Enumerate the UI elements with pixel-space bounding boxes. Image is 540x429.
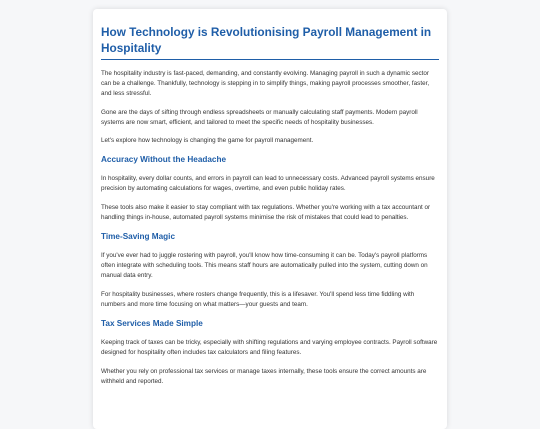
- section-paragraph: If you've ever had to juggle rostering with payroll, you'll know how time-consuming it can be. Today's payroll platforms often integrate with scheduling tools. This means staff hours are automatically pulled into the system, cutting down on manual data entry.: [101, 252, 428, 279]
- section-paragraph: Keeping track of taxes can be tricky, especially with shifting regulations and varying employee contracts. Payroll software designed for hospitality often includes tax calculators and filing features.: [101, 339, 438, 356]
- article-title: How Technology is Revolutionising Payroll Management in Hospitality: [101, 24, 439, 60]
- article-card: [93, 9, 447, 429]
- section-heading-time-saving: Time-Saving Magic: [101, 232, 176, 241]
- article-body: [93, 9, 447, 387]
- section-paragraph: In hospitality, every dollar counts, and errors in payroll can lead to unnecessary costs. Advanced payroll systems ensure precision by automating calculations for wages, overtime, and even public holiday rates.: [101, 175, 435, 192]
- intro-paragraph: Gone are the days of sifting through endless spreadsheets or manually calculating staff payments. Modern payroll systems are now smart, efficient, and tailored to meet the specific needs of hospitality businesses.: [101, 109, 418, 126]
- section-paragraph: These tools also make it easier to stay compliant with tax regulations. Whether you're working with a tax accountant or handling things in-house, automated payroll systems minimise the risk of mistakes that could lead to penalties.: [101, 204, 431, 221]
- section-paragraph: For hospitality businesses, where rosters change frequently, this is a lifesaver. You'll spend less time fiddling with numbers and more time focusing on what matters—your guests and team.: [101, 291, 415, 308]
- intro-paragraph: Let's explore how technology is changing the game for payroll management.: [101, 137, 314, 144]
- intro-paragraph: The hospitality industry is fast-paced, demanding, and constantly evolving. Managing payroll in such a dynamic sector can be a challenge. Thankfully, technology is stepping in to simplify things, making payroll processes smoother, faster, and less stressful.: [101, 70, 430, 97]
- section-paragraph: Whether you rely on professional tax services or manage taxes internally, these tools ensure the correct amounts are withheld and reported.: [101, 368, 427, 385]
- section-heading-accuracy: Accuracy Without the Headache: [101, 155, 227, 164]
- section-heading-tax-services: Tax Services Made Simple: [101, 319, 203, 328]
